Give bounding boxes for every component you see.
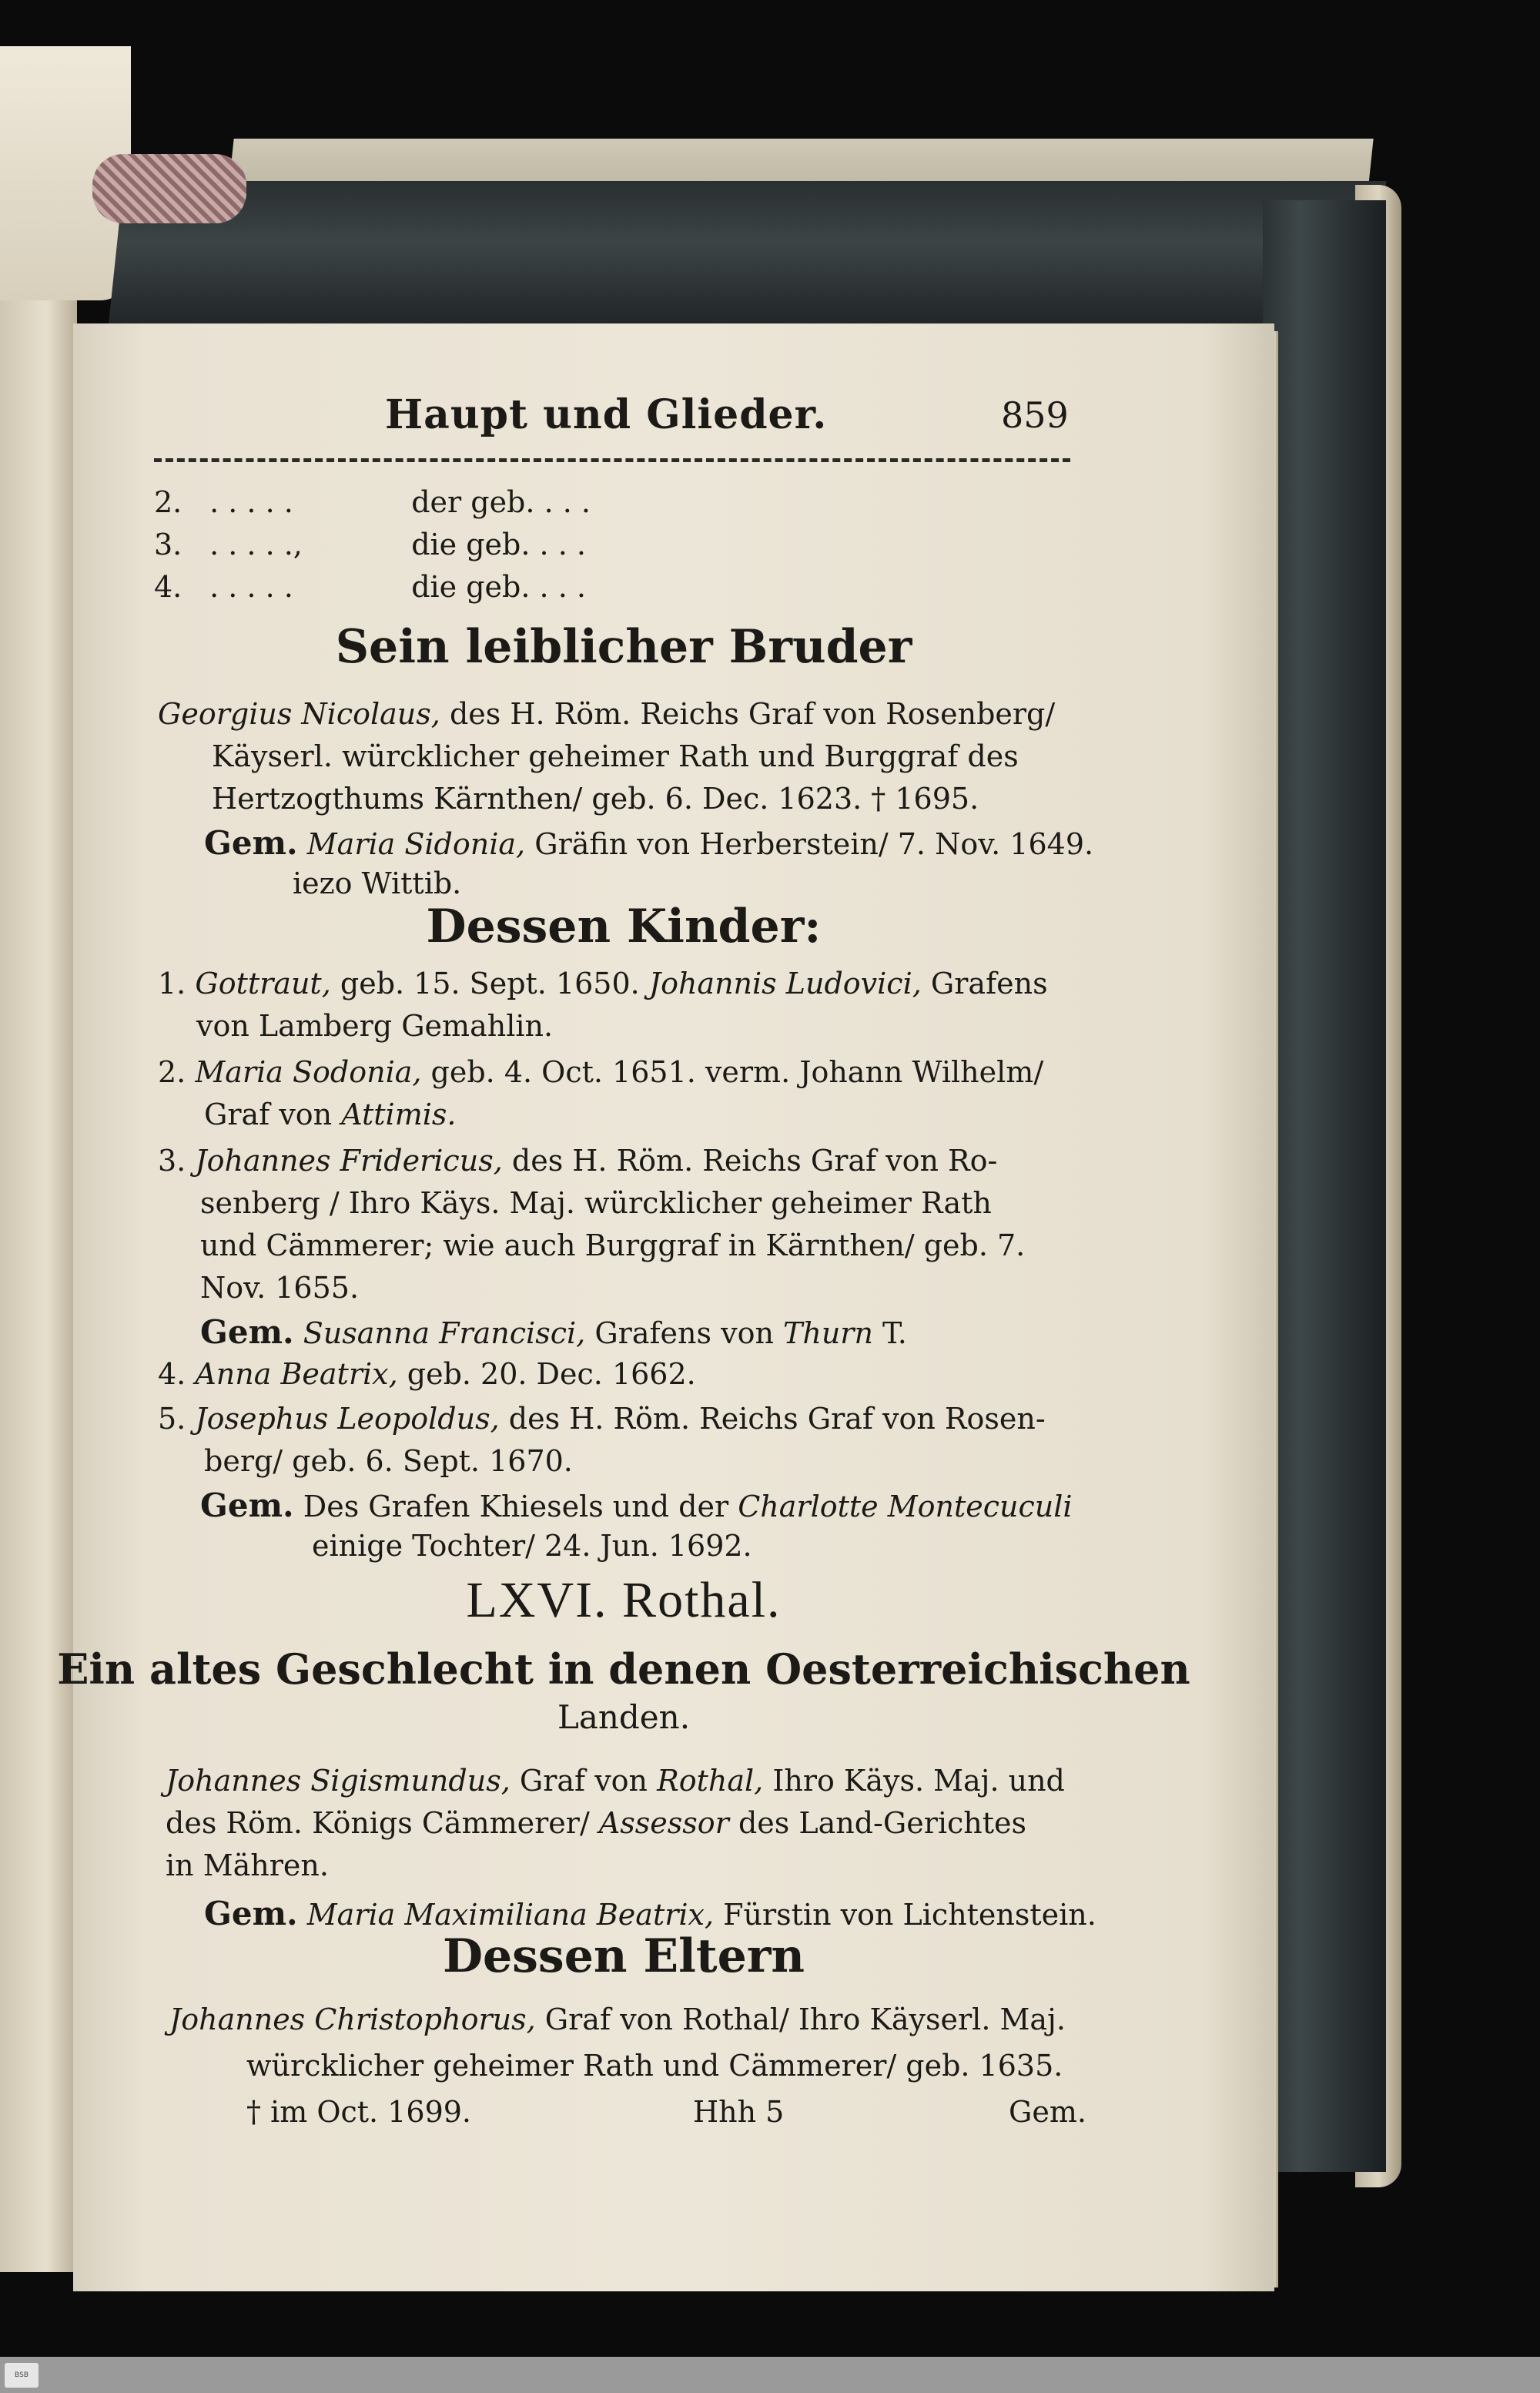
list-item: 2. . . . . . der geb. . . . (154, 485, 591, 519)
child-3-line-1: 3. Johannes Fridericus, des H. Röm. Reichs Graf von Ro- (158, 1144, 998, 1178)
list-item: 3. . . . . ., die geb. . . . (154, 528, 586, 561)
rothal-line-3: in Mähren. (166, 1848, 329, 1882)
rothal-line-2: des Röm. Königs Cämmerer/ Assessor des Land-Gerichtes (166, 1806, 1027, 1840)
library-logo: BSB (5, 2363, 38, 2388)
eltern-line-3: † im Oct. 1699. (246, 2095, 471, 2129)
bruder-line-2: Käyserl. würcklicher geheimer Rath und Burggraf des (212, 739, 1019, 773)
section-heading-bruder: Sein leiblicher Bruder (335, 620, 912, 674)
eltern-line-1: Johannes Christophorus, Graf von Rothal/ Ihro Käyserl. Maj. (169, 2003, 1066, 2036)
child-1-line-1: 1. Gottraut, geb. 15. Sept. 1650. Johannis Ludovici, Grafens (158, 967, 1048, 1000)
chapter-subheading-line-1: Ein altes Geschlecht in denen Oesterreichischen (57, 1644, 1190, 1694)
book-fore-edge (1263, 200, 1386, 2172)
eltern-line-2: würcklicher geheimer Rath und Cämmerer/ geb. 1635. (246, 2049, 1063, 2083)
page-number: 859 (1001, 394, 1069, 436)
child-5-gem: Gem. Des Grafen Khiesels und der Charlotte Montecuculi (200, 1486, 1073, 1524)
chapter-heading: LXVI. Rothal. (466, 1572, 782, 1628)
child-3-line-4: Nov. 1655. (200, 1271, 360, 1305)
child-2-line-2: Graf von Attimis. (204, 1098, 457, 1131)
chapter-subheading-line-2: Landen. (557, 1698, 691, 1736)
rothal-line-1: Johannes Sigismundus, Graf von Rothal, Ihro Käys. Maj. und (166, 1764, 1065, 1798)
catchword: Gem. (1009, 2095, 1086, 2129)
section-heading-eltern: Dessen Eltern (442, 1929, 805, 1983)
section-heading-kinder: Dessen Kinder: (426, 900, 822, 954)
child-5-gem-line-2: einige Tochter/ 24. Jun. 1692. (312, 1529, 752, 1563)
headband (92, 154, 246, 223)
book-page (73, 323, 1274, 2291)
list-item: 4. . . . . . die geb. . . . (154, 570, 586, 604)
bruder-line-1: Georgius Nicolaus, des H. Röm. Reichs Graf von Rosenberg/ (158, 697, 1056, 731)
child-1-line-2: von Lamberg Gemahlin. (196, 1009, 554, 1043)
book-top-edge (107, 181, 1386, 335)
running-head: Haupt und Glieder. (385, 391, 828, 438)
child-3-gem: Gem. Susanna Francisci, Grafens von Thurn T. (200, 1313, 907, 1351)
bruder-gem-line-2: iezo Wittib. (293, 866, 462, 900)
bruder-line-3: Hertzogthums Kärnthen/ geb. 6. Dec. 1623. † 1695. (212, 782, 979, 816)
rothal-gem: Gem. Maria Maximiliana Beatrix, Fürstin von Lichtenstein. (204, 1895, 1096, 1932)
viewer-footer-bar (0, 2357, 1540, 2393)
child-4-line-1: 4. Anna Beatrix, geb. 20. Dec. 1662. (158, 1357, 696, 1391)
signature-mark: Hhh 5 (693, 2095, 785, 2129)
child-3-line-3: und Cämmerer; wie auch Burggraf in Kärnthen/ geb. 7. (200, 1228, 1026, 1262)
child-5-line-2: berg/ geb. 6. Sept. 1670. (204, 1444, 573, 1478)
child-3-line-2: senberg / Ihro Käys. Maj. würcklicher geheimer Rath (200, 1186, 992, 1220)
header-rule (154, 458, 1070, 462)
bruder-gem: Gem. Maria Sidonia, Gräfin von Herberstein/ 7. Nov. 1649. (204, 824, 1094, 862)
child-2-line-1: 2. Maria Sodonia, geb. 4. Oct. 1651. verm. Johann Wilhelm/ (158, 1055, 1044, 1089)
child-5-line-1: 5. Josephus Leopoldus, des H. Röm. Reichs Graf von Rosen- (158, 1402, 1046, 1436)
